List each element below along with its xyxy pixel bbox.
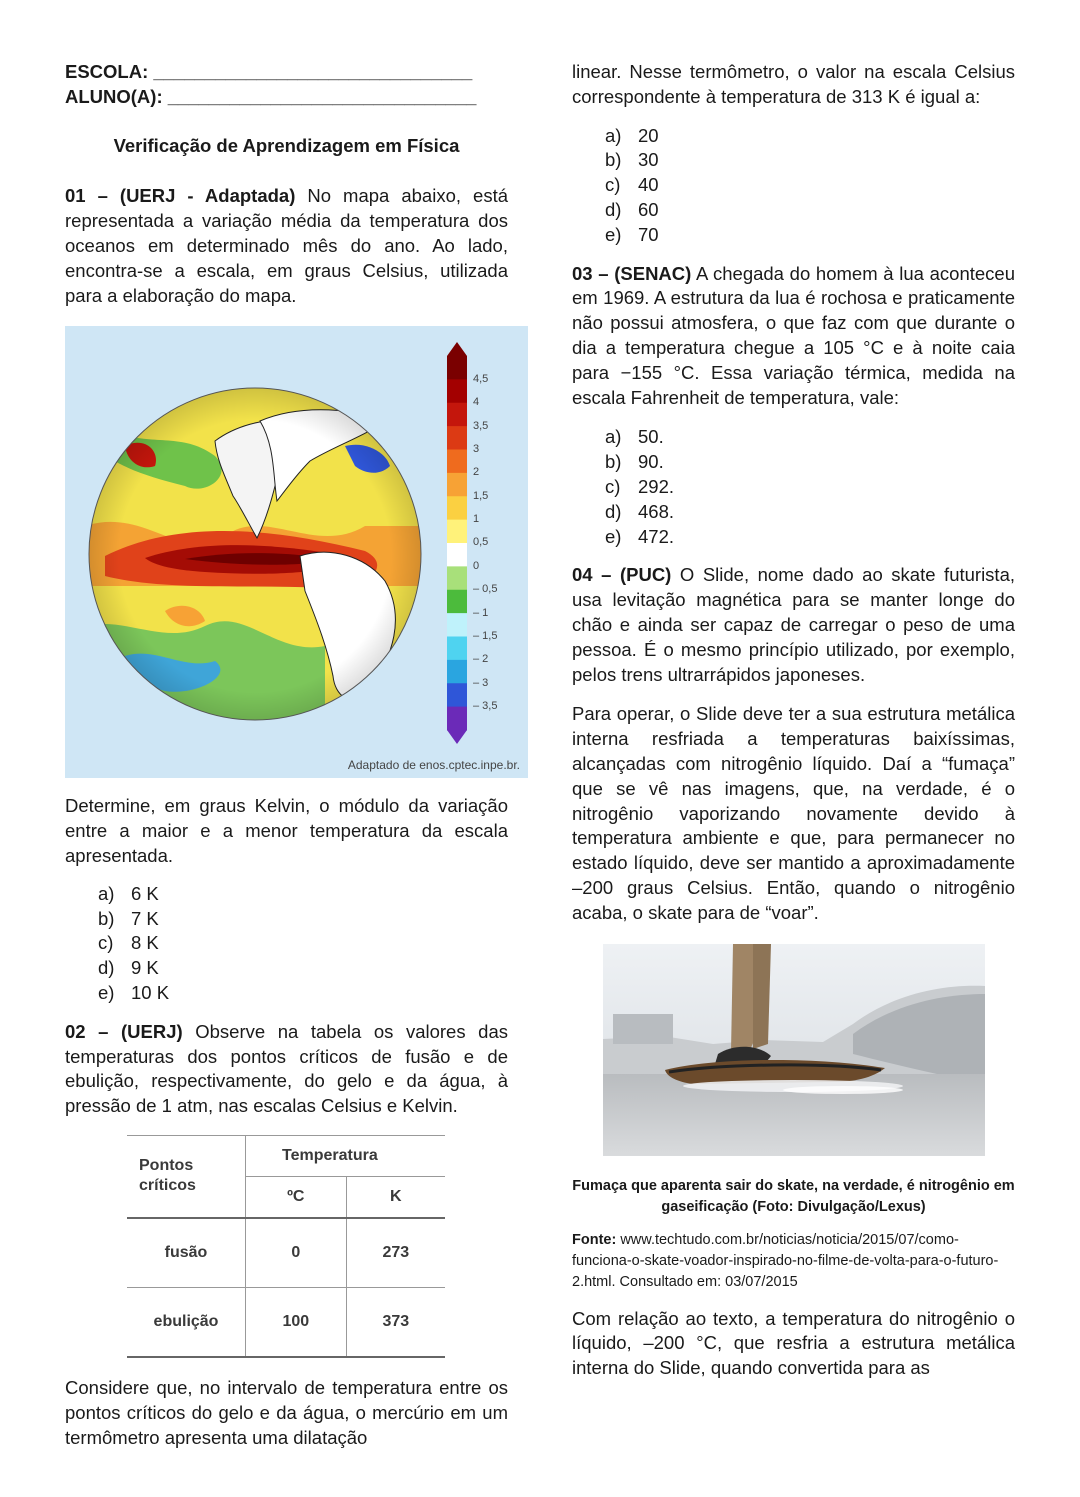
table-row: ebulição 100 373 [127,1287,445,1357]
scale-tick-label: – 0,5 [473,583,498,596]
scale-tick-label: 0 [473,559,480,572]
scale-segment [447,707,467,731]
table-row: fusão 0 273 [127,1218,445,1288]
scale-segment [447,590,467,614]
scale-bottom-arrow [447,730,467,744]
critical-points-table-wrap [127,1135,445,1358]
q01-question: Determine, em graus Kelvin, o módulo da variação entre a maior e a menor temperatura da escala apresentada. [65,795,508,866]
scale-labels [473,342,523,744]
q03-option-a[interactable]: a) 50. [605,426,664,448]
map-source: Adaptado de enos.cptec.inpe.br. [347,758,520,773]
right-column [572,60,1015,1381]
scale-segment [447,473,467,497]
q03-option-b[interactable]: b) 90. [605,451,664,473]
q03-options [572,425,1015,549]
q03-label: 03 – (SENAC) [572,262,692,284]
q03-option-d[interactable]: d) 468. [605,500,675,522]
temperature-map-figure [65,326,528,778]
q02-option-b[interactable]: b) 30 [605,149,659,171]
q01-option-d[interactable]: d) 9 K [98,957,159,979]
scale-tick-label: 1,5 [473,489,489,502]
table-header-celsius: ºC [246,1176,347,1218]
q01-option-e[interactable]: e) 10 K [98,981,170,1003]
q01-label: 01 – (UERJ - Adaptada) [65,185,296,207]
scale-segment [447,380,467,404]
scale-segment [447,497,467,521]
scale-segment [447,450,467,474]
q02-options [572,124,1015,248]
school-field: ESCOLA: _______________________________ [65,61,473,82]
q02-option-d[interactable]: d) 60 [605,198,659,220]
scale-segment [447,403,467,427]
scale-tick-label: 1 [473,513,480,525]
scale-tick-label: – 1,5 [473,629,498,642]
q02-text-part1: Considere que, no intervalo de temperatura entre os pontos críticos do gelo e da água, o mercúrio em um termômetro apresenta uma dilatação [65,1376,508,1448]
scale-segment [447,520,467,544]
skate-photo [603,944,985,1156]
q04-text3: Com relação ao texto, a temperatura do nitrogênio o líquido, –200 °C, que resfria a estrutura metálica interna do Slide, quando convertida para as [572,1307,1015,1379]
scale-tick-label: 2 [473,466,480,479]
q01-option-a[interactable]: a) 6 K [98,882,159,904]
table-header-kelvin: K [346,1176,445,1218]
scale-segment [447,543,467,567]
q04-statement: 04 – (PUC) O Slide, nome dado ao skate futurista, usa levitação magnética para se manter longe do chão e ainda ser capaz de carregar o peso de uma pessoa. É o mesmo princípio utilizado, por exemplo, pelos trens ultrarrápidos japoneses. [572,564,1015,685]
photo-source: Fonte: www.techtudo.com.br/noticias/noticia/2015/07/como-funciona-o-skate-voador-inspirado-no-filme-de-volta-para-o-futuro- 2.html. Consultado em: 03/07/2015 [572,1231,999,1290]
scale-tick-label: 4,5 [473,372,489,385]
q02-option-a[interactable]: a) 20 [605,124,659,146]
scale-segment [447,567,467,591]
q03-statement: 03 – (SENAC) A chegada do homem à lua aconteceu em 1969. A estrutura da lua é rochosa e praticamente não possui atmosfera, o que faz com que durante o dia a temperatura chegue a 105 °C e à noite caia para −155 °C. Essa variação térmica, medida na escala Fahrenheit de temperatura, vale: [572,262,1016,408]
q02-label: 02 – (UERJ) [65,1020,183,1042]
scale-tick-label: 0,5 [473,536,489,549]
scale-tick-label: 3,5 [473,419,489,432]
q04-label: 04 – (PUC) [572,564,672,586]
scale-segment [447,637,467,661]
scale-segment [447,427,467,451]
scale-tick-label: – 3,5 [473,700,498,712]
page-title: Verificação de Aprendizagem em Física [113,134,460,156]
q01-option-c[interactable]: c) 8 K [98,932,159,954]
scale-segment [447,660,467,684]
q03-option-c[interactable]: c) 292. [605,475,675,497]
left-column [65,60,520,1450]
student-field: ALUNO(A): ______________________________ [65,85,477,107]
q02-option-e[interactable]: e) 70 [605,223,659,245]
photo-caption: Fumaça que aparenta sair do skate, na verdade, é nitrogênio em gaseificação (Foto: Divulgação/Lexus) [572,1177,1015,1215]
critical-points-table [127,1135,445,1358]
color-scale-bar [446,342,468,744]
skate-photo-svg [603,944,985,1156]
scale-segment [447,356,467,380]
q02-statement: 02 – (UERJ) Observe na tabela os valores das temperaturas dos pontos críticos de fusão e de ebulição, respectivamente, do gelo e da água, à pressão de 1 atm, nas escalas Celsius e Kelvin. [65,1020,508,1117]
scale-tick-label: – 3 [473,676,489,689]
q02-text-part2: linear. Nesse termômetro, o valor na escala Celsius correspondente à temperatura de 313 K é igual a: [572,61,1015,107]
q01-options [65,882,508,1006]
scale-tick-label: 4 [473,396,480,409]
color-scale-svg [446,342,468,744]
scale-segment [447,614,467,638]
scale-tick-label: – 2 [473,653,489,666]
q04-text2: Para operar, o Slide deve ter a sua estrutura metálica interna resfriada a temperaturas baixíssimas, alcançadas com nitrogênio líquido. Daí a “fumaça” que se vê nas imagens, que, na verdade, é o nitrogênio vaporizando novamente devido à temperatura ambiente e que, para permanecer no estado líquido, deve ser mantido a aproximadamente –200 graus Celsius. Então, quando o nitrogênio acaba, o skate para de “voar”. [572,703,1015,923]
scale-tick-label: – 1 [473,606,489,619]
scale-segment [447,684,467,708]
q02-option-c[interactable]: c) 40 [605,174,659,196]
table-header-pontos: Pontos críticos [127,1135,246,1218]
q03-option-e[interactable]: e) 472. [605,525,675,547]
q01-option-b[interactable]: b) 7 K [98,907,159,929]
q01-statement: 01 – (UERJ - Adaptada) No mapa abaixo, está representada a variação média da temperatura dos oceanos em determinado mês do ano. Ao lado, encontra-se a escala, em graus Celsius, utilizada para a elaboração do mapa. [65,185,508,306]
table-header-temperatura: Temperatura [246,1135,446,1176]
scale-tick-label: 3 [473,442,480,455]
scale-top-arrow [447,342,467,356]
